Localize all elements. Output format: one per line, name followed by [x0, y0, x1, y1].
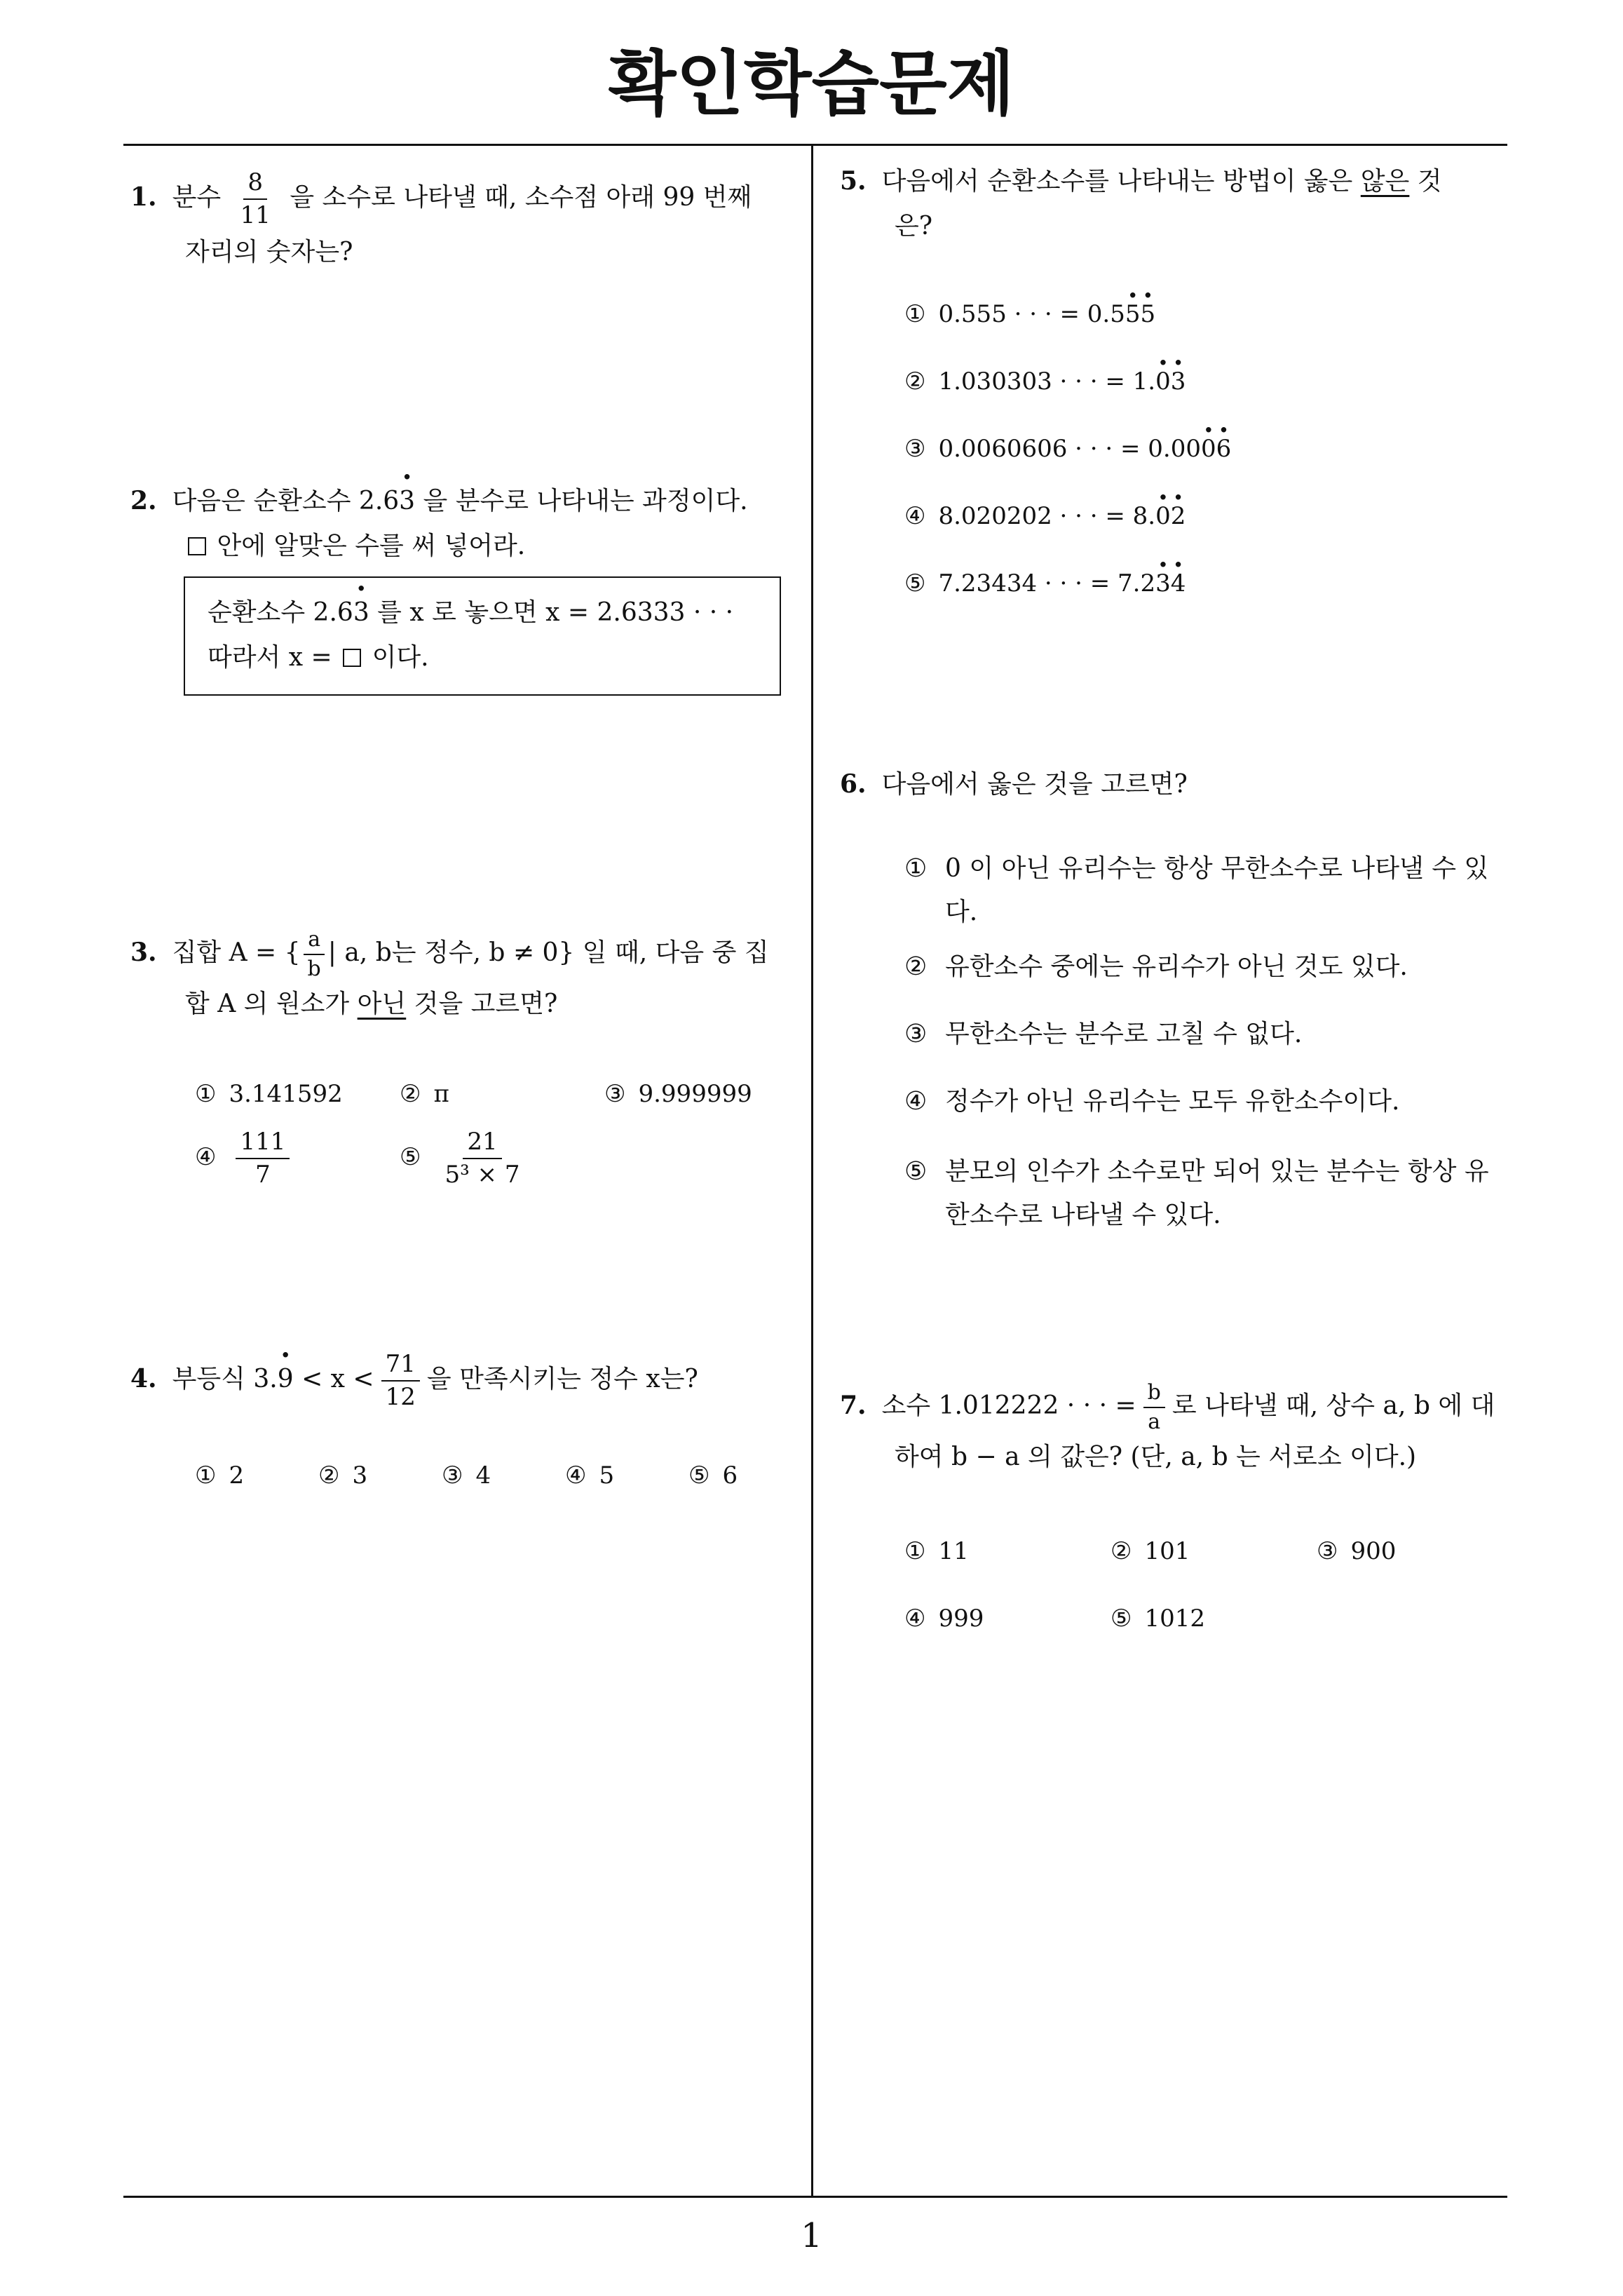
option-mark: ⑤: [1111, 1605, 1132, 1633]
option-1[interactable]: [904, 1534, 969, 1568]
option-mark: ⑤: [688, 1461, 710, 1490]
question-number: 5.: [840, 166, 867, 196]
question-4: [130, 1350, 803, 1412]
option-mark: ②: [400, 1080, 421, 1108]
question-text: 다음은 순환소수 2.6: [172, 487, 400, 515]
option-mark: ③: [1317, 1537, 1338, 1565]
option-text: 2: [229, 1461, 245, 1490]
question-text: 을 소수로 나타낼 때, 소수점 아래 99 번째: [290, 182, 752, 212]
repeating-digit: 3 ·: [399, 479, 415, 524]
option-text: 분모의 인수가 소수로만 되어 있는 분수는 항상 유한소수로 나타낼 수 있다.: [945, 1157, 1489, 1229]
repeating-digit: 3 ·: [353, 590, 369, 635]
repeating-digit: 5 ·: [1125, 297, 1141, 331]
option-4[interactable]: [904, 1080, 1507, 1123]
solution-box: [184, 576, 781, 696]
bottom-rule: [123, 2196, 1507, 2198]
repeating-digit: 0 ·: [1155, 499, 1171, 533]
option-text: 8.020202 · · · = 8.: [938, 502, 1156, 530]
option-2[interactable]: [318, 1459, 367, 1492]
repeating-digit: 3 ·: [1171, 365, 1186, 398]
option-5[interactable]: [1111, 1602, 1205, 1635]
option-mark: ②: [1111, 1537, 1132, 1565]
question-6: [840, 762, 1513, 807]
fraction: $\frac{a}{b}$: [304, 927, 325, 982]
question-text: 것: [1409, 167, 1442, 196]
option-mark: ⑤: [904, 569, 926, 597]
question-text: 을 만족시키는 정수 x는?: [426, 1364, 698, 1393]
fraction: $\frac{71}{12}$: [381, 1350, 420, 1412]
option-3[interactable]: [604, 1077, 752, 1111]
question-text: 다음에서 옳은 것을 고르면?: [881, 770, 1188, 799]
option-mark: ③: [904, 1020, 928, 1048]
option-5[interactable]: [688, 1459, 738, 1492]
repeating-digit: 3 ·: [1155, 567, 1171, 600]
option-mark: ②: [904, 952, 928, 981]
question-2: [130, 478, 803, 569]
question-5: [840, 158, 1513, 249]
repeating-digit: 0 ·: [1155, 365, 1171, 398]
fraction: $\frac{21}{\text{5³ × 7}}$: [444, 1128, 520, 1189]
question-text: < x <: [293, 1364, 374, 1393]
option-mark: ③: [442, 1461, 463, 1490]
option-text: 0.0060606 · · · = 0.00: [938, 435, 1201, 463]
option-1[interactable]: [195, 1459, 244, 1492]
option-text: 3.141592: [229, 1080, 343, 1108]
option-1[interactable]: [904, 297, 1155, 331]
option-text: 999: [938, 1605, 984, 1633]
option-mark: ①: [195, 1080, 217, 1108]
box-text: 이다.: [364, 643, 429, 672]
question-1: [130, 168, 796, 275]
option-text: 7.23434 · · · = 7.2: [938, 569, 1156, 597]
fraction: $\frac{b}{a}$: [1143, 1380, 1165, 1435]
question-3: [130, 927, 803, 1027]
question-number: 7.: [840, 1391, 867, 1420]
option-mark: ④: [195, 1142, 217, 1171]
option-5[interactable]: [400, 1128, 531, 1189]
question-7: [840, 1380, 1513, 1480]
option-4[interactable]: [565, 1459, 614, 1492]
option-5[interactable]: [904, 567, 1186, 600]
option-mark: ③: [604, 1080, 626, 1108]
option-text: 4: [475, 1461, 491, 1490]
option-4[interactable]: [904, 499, 1186, 533]
question-text: 다음에서 순환소수를 나타내는 방법이 옳은: [881, 167, 1361, 196]
page-number: 1: [801, 2216, 822, 2255]
option-4[interactable]: [195, 1128, 297, 1189]
option-text: 0 이 아닌 유리수는 항상 무한소수로 나타낼 수 있다.: [945, 854, 1489, 926]
option-mark: ②: [904, 367, 926, 396]
option-mark: ③: [904, 435, 926, 463]
fraction: $\frac{111}{7}$: [236, 1128, 290, 1189]
top-rule: [123, 144, 1507, 146]
option-text: 3: [352, 1461, 368, 1490]
question-text: 부등식 3.: [172, 1364, 278, 1393]
option-text: 5: [599, 1461, 615, 1490]
repeating-digit: 0 ·: [1201, 432, 1216, 466]
question-text: 집합 A = {: [172, 938, 301, 967]
option-2[interactable]: [904, 945, 1507, 989]
question-text: | a, b는 정수, b ≠ 0} 일 때, 다음 중 집: [327, 938, 769, 967]
question-text: 을 분수로 나타내는 과정이다.: [415, 487, 748, 515]
option-text: π: [433, 1080, 449, 1108]
option-1[interactable]: [904, 847, 1507, 934]
repeating-digit: 4 ·: [1171, 567, 1186, 600]
option-5[interactable]: [904, 1150, 1507, 1237]
option-4[interactable]: [904, 1602, 984, 1635]
option-text: 900: [1350, 1537, 1397, 1565]
question-number: 4.: [130, 1363, 157, 1393]
question-text: 소수 1.012222 · · · =: [881, 1391, 1136, 1420]
option-text: 0.555 · · · = 0.5: [938, 300, 1125, 328]
option-text: 101: [1144, 1537, 1190, 1565]
option-mark: ①: [904, 300, 926, 328]
option-mark: ①: [195, 1461, 217, 1490]
option-text: 11: [938, 1537, 969, 1565]
option-text: 6: [722, 1461, 738, 1490]
option-3[interactable]: [904, 432, 1231, 466]
question-text: 로 나타낼 때, 상수 a, b 에 대: [1172, 1391, 1495, 1420]
question-text: 분수: [172, 182, 222, 212]
question-number: 1.: [130, 182, 157, 212]
option-1[interactable]: [195, 1077, 343, 1111]
option-mark: ④: [904, 1605, 926, 1633]
option-mark: ④: [904, 1087, 928, 1116]
repeating-digit: 2 ·: [1171, 499, 1186, 533]
option-text: 1012: [1144, 1605, 1206, 1633]
repeating-digit: 6 ·: [1216, 432, 1232, 466]
option-3[interactable]: [1317, 1534, 1396, 1568]
question-number: 3.: [130, 938, 157, 967]
question-text: 것을 고르면?: [406, 990, 558, 1018]
repeating-digit: 5 ·: [1140, 297, 1155, 331]
option-mark: ①: [904, 854, 928, 883]
column-divider: [811, 144, 813, 2196]
option-mark: ①: [904, 1537, 926, 1565]
fraction: $\frac{8}{11}$: [240, 168, 271, 229]
question-text: 자리의 숫자는?: [185, 237, 353, 266]
option-2[interactable]: [904, 365, 1186, 398]
box-text: 를 x 로 놓으면 x = 2.6333 · · ·: [369, 598, 734, 627]
option-text: 정수가 아닌 유리수는 모두 유한소수이다.: [945, 1087, 1400, 1116]
option-text: 무한소수는 분수로 고칠 수 없다.: [945, 1020, 1303, 1048]
option-text: 유한소수 중에는 유리수가 아닌 것도 있다.: [945, 952, 1408, 981]
repeating-digit: 9 ·: [278, 1357, 294, 1402]
page-title: 확인학습문제: [608, 43, 1015, 125]
option-mark: ④: [904, 502, 926, 530]
question-text: 안에 알맞은 수를 써 넣어라.: [209, 532, 526, 560]
box-text: 따라서 x =: [208, 643, 341, 672]
option-mark: ⑤: [904, 1157, 928, 1186]
option-mark: ④: [565, 1461, 587, 1490]
blank-box-icon: [343, 649, 361, 667]
question-text: 하여 b − a 의 값은? (단, a, b 는 서로소 이다.): [895, 1443, 1417, 1471]
question-text: 합 A 의 원소가: [185, 990, 358, 1018]
question-number: 2.: [130, 486, 157, 515]
option-text: 1.030303 · · · = 1.: [938, 367, 1156, 396]
question-text: 은?: [895, 212, 933, 241]
option-mark: ⑤: [400, 1142, 421, 1171]
option-3[interactable]: [442, 1459, 491, 1492]
option-mark: ②: [318, 1461, 340, 1490]
option-3[interactable]: [904, 1013, 1507, 1056]
emphasis-underline: 않은: [1360, 167, 1410, 196]
option-2[interactable]: [400, 1077, 449, 1111]
blank-box-icon: [188, 537, 206, 555]
emphasis-underline: 아닌: [357, 990, 407, 1018]
option-text: 9.999999: [638, 1080, 752, 1108]
question-number: 6.: [840, 769, 867, 799]
option-2[interactable]: [1111, 1534, 1190, 1568]
box-text: 순환소수 2.6: [208, 598, 353, 627]
